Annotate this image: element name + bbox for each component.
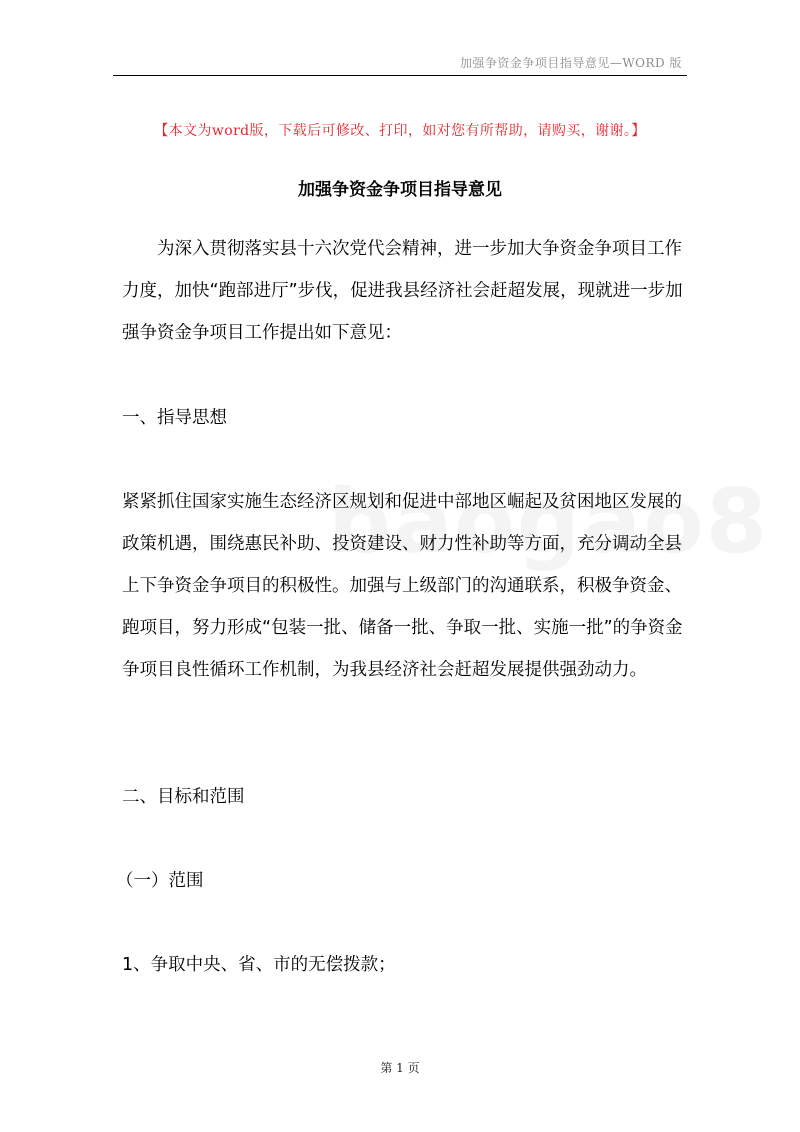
section-body-guiding-ideology: 紧紧抓住国家实施生态经济区规划和促进中部地区崛起及贫困地区发展的政策机遇，围绕惠民补助、投资建设、财力性补助等方面，充分调动全县上下争资金争项目的积极性。加强与上级部门的沟通联系，积极争资金、跑项目，努力形成“包装一批、储备一批、争取一批、实施一批”的争资金争项目良性循环工作机制，为我县经济社会赶超发展提供强劲动力。 — [122, 492, 683, 680]
purchase-notice: 【本文为word版，下载后可修改、打印，如对您有所帮助，请购买，谢谢。】 — [154, 123, 646, 139]
header-divider — [113, 75, 687, 76]
section-heading-guiding-ideology: 一、指导思想 — [122, 408, 227, 428]
list-item: 1、争取中央、省、市的无偿拨款； — [122, 955, 396, 975]
page-number: 第 1 页 — [380, 1061, 420, 1075]
running-header: 加强争资金争项目指导意见—WORD 版 — [459, 56, 682, 70]
intro-paragraph: 为深入贯彻落实县十六次党代会精神，进一步加大争资金争项目工作力度，加快“跑部进厅”步伐，促进我县经济社会赶超发展，现就进一步加强争资金争项目工作提出如下意见： — [122, 239, 683, 343]
section-heading-goals-scope: 二、目标和范围 — [122, 787, 245, 807]
subsection-heading-scope: （一）范围 — [116, 871, 204, 891]
page-title: 加强争资金争项目指导意见 — [298, 180, 502, 200]
